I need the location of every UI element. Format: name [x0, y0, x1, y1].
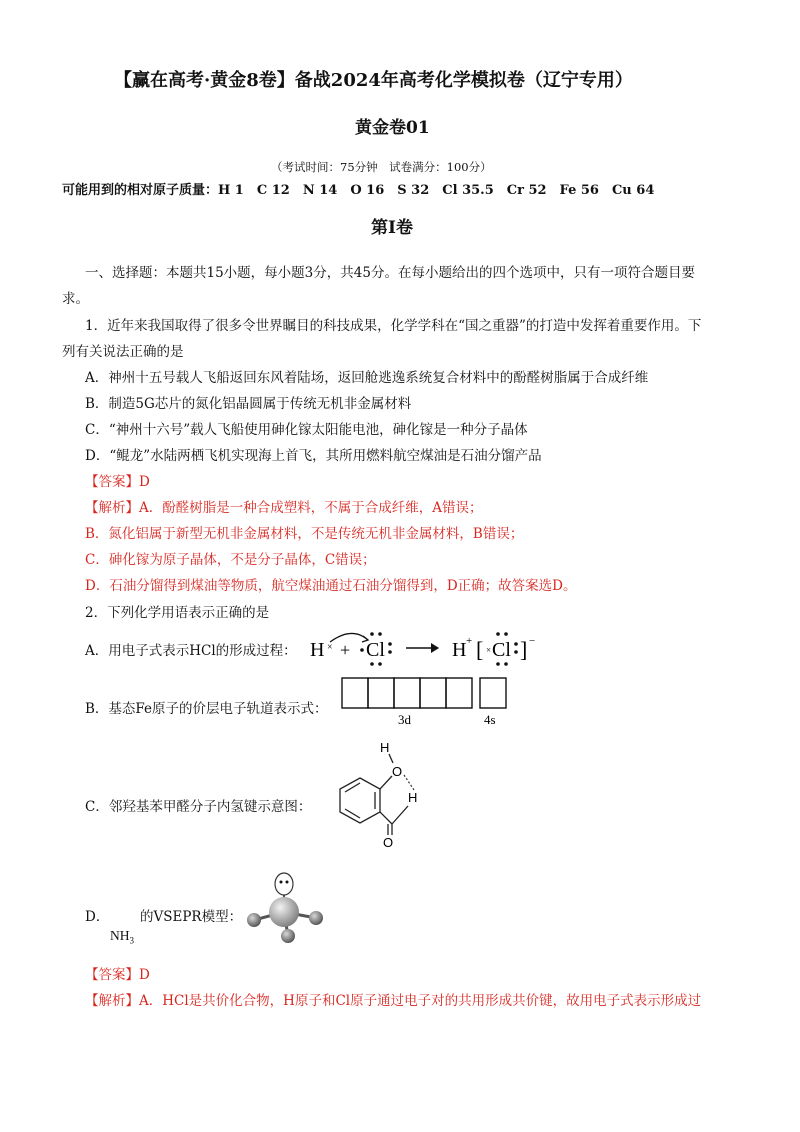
- q1-analysis-d: D．石油分馏得到煤油等物质，航空煤油通过石油分馏得到，D正确；故答案选D。: [85, 578, 577, 594]
- q2-answer: 【答案】D: [85, 967, 150, 983]
- bracket-left: [: [476, 637, 484, 662]
- electron-dot: [388, 642, 392, 646]
- atomic-masses: 可能用到的相对原子质量：H 1 C 12 N 14 O 16 S 32 Cl 35.5 Cr 52 Fe 56 Cu 64: [62, 183, 655, 198]
- orbital-box-3d: [368, 678, 394, 708]
- formula-cross-electron: ×: [327, 642, 333, 653]
- atom-h-hydroxyl: H: [380, 740, 390, 755]
- atom-o-hydroxyl: O: [392, 764, 403, 779]
- electron-dot: [504, 662, 508, 666]
- electron-dot: [370, 662, 374, 666]
- formula-plus: +: [340, 640, 351, 660]
- electron-dot: [496, 632, 500, 636]
- q1-stem-cont: 列有关说法正确的是: [62, 344, 184, 360]
- electron-dot: [514, 642, 518, 646]
- q1-stem: 1．近年来我国取得了很多令世界瞩目的科技成果，化学学科在“国之重器”的打造中发挥着重要作用。下: [85, 318, 702, 334]
- q1-option-c: C．“神州十六号”载人飞船使用砷化镓太阳能电池，砷化镓是一种分子晶体: [85, 422, 528, 438]
- product-h-atom: H: [452, 639, 467, 661]
- section-title: 第Ⅰ卷: [371, 218, 413, 238]
- lone-pair-lobe: [275, 873, 293, 895]
- atom-o-aldehyde: O: [383, 835, 394, 850]
- orbital-box-3d: [420, 678, 446, 708]
- lone-pair-electron: [280, 881, 283, 884]
- q2-option-b: B．基态Fe原子的价层电子轨道表示式：: [85, 701, 328, 717]
- q2-stem: 2．下列化学用语表示正确的是: [85, 605, 270, 621]
- electron-dot: [378, 632, 382, 636]
- hydrogen-bond: [404, 775, 414, 790]
- product-cl-charge: −: [529, 635, 536, 647]
- nh3-vsepr-model: [240, 868, 340, 948]
- q1-analysis-a: 【解析】A．酚醛树脂是一种合成塑料，不属于合成纤维，A错误；: [85, 500, 483, 516]
- q2-option-d-label: 的VSEPR模型：: [140, 909, 243, 925]
- q2-option-d-prefix: D．: [85, 909, 110, 925]
- product-h-charge: +: [466, 635, 473, 647]
- orbital-label-4s: 4s: [484, 712, 496, 727]
- bracket-right: ]: [520, 637, 528, 662]
- electron-dot: [388, 650, 392, 654]
- electron-dot: [360, 648, 364, 652]
- q1-answer: 【答案】D: [85, 474, 150, 490]
- hydrogen-atom: [309, 911, 323, 925]
- hydrogen-atom: [281, 929, 295, 943]
- q1-option-b: B．制造5G芯片的氮化铝晶圆属于传统无机非金属材料: [85, 396, 412, 412]
- section-intro-cont: 求。: [62, 291, 89, 307]
- lone-pair-electron: [286, 881, 289, 884]
- hydrogen-atom: [247, 913, 261, 927]
- electron-dot: [378, 662, 382, 666]
- q1-analysis-c: C．砷化镓为原子晶体，不是分子晶体，C错误；: [85, 552, 376, 568]
- fe-orbital-diagram: [340, 676, 520, 728]
- orbital-box-3d: [446, 678, 472, 708]
- orbital-box-3d: [394, 678, 420, 708]
- c-c-bond: [380, 812, 392, 824]
- reaction-arrow-head: [431, 643, 439, 653]
- orbital-label-3d: 3d: [398, 712, 411, 727]
- q1-option-a: A．神州十五号载人飞船返回东风着陆场，返回舱逃逸系统复合材料中的酚醛树脂属于合成纤维: [85, 370, 649, 386]
- o-h-bond: [389, 754, 393, 763]
- q2-analysis-a: 【解析】A．HCl是共价化合物，H原子和Cl原子通过电子对的共用形成共价键，故用电子式表示形成过: [85, 993, 702, 1009]
- exam-title: 【赢在高考·黄金8卷】备战2024年高考化学模拟卷（辽宁专用）: [114, 70, 633, 91]
- c-h-bond: [392, 806, 408, 824]
- formula-h-atom: H: [310, 639, 325, 661]
- hcl-electron-formula: [300, 622, 560, 672]
- q2-option-a: A．用电子式表示HCl的形成过程：: [85, 643, 297, 659]
- q2-option-c: C．邻羟基苯甲醛分子内氢键示意图：: [85, 799, 312, 815]
- electron-dot: [514, 650, 518, 654]
- benzene-ring: [340, 778, 380, 823]
- electron-dot: [496, 662, 500, 666]
- exam-info: （考试时间：75分钟 试卷满分：100分）: [271, 160, 492, 174]
- atom-h-aldehyde: H: [408, 790, 418, 805]
- q1-option-d: D．“鲲龙”水陆两栖飞机实现海上首飞，其所用燃料航空煤油是石油分馏产品: [85, 448, 542, 464]
- product-cross-electron: ×: [486, 645, 492, 655]
- formula-cl-atom: Cl: [366, 639, 385, 661]
- section-intro: 一、选择题：本题共15小题，每小题3分，共45分。在每小题给出的四个选项中，只有一项符合题目要: [85, 265, 695, 281]
- orbital-box-3d: [342, 678, 368, 708]
- electron-dot: [370, 632, 374, 636]
- nitrogen-atom: [269, 897, 299, 927]
- q1-analysis-b: B．氮化铝属于新型无机非金属材料，不是传统无机非金属材料，B错误；: [85, 526, 524, 542]
- product-cl-atom: Cl: [492, 639, 511, 661]
- paper-subtitle: 黄金卷01: [355, 118, 430, 138]
- electron-dot: [504, 632, 508, 636]
- salicylaldehyde-structure: [318, 738, 430, 850]
- c-o-bond: [380, 776, 392, 789]
- q2-option-d-formula: $NH_3$: [110, 928, 134, 946]
- orbital-box-4s: [480, 678, 506, 708]
